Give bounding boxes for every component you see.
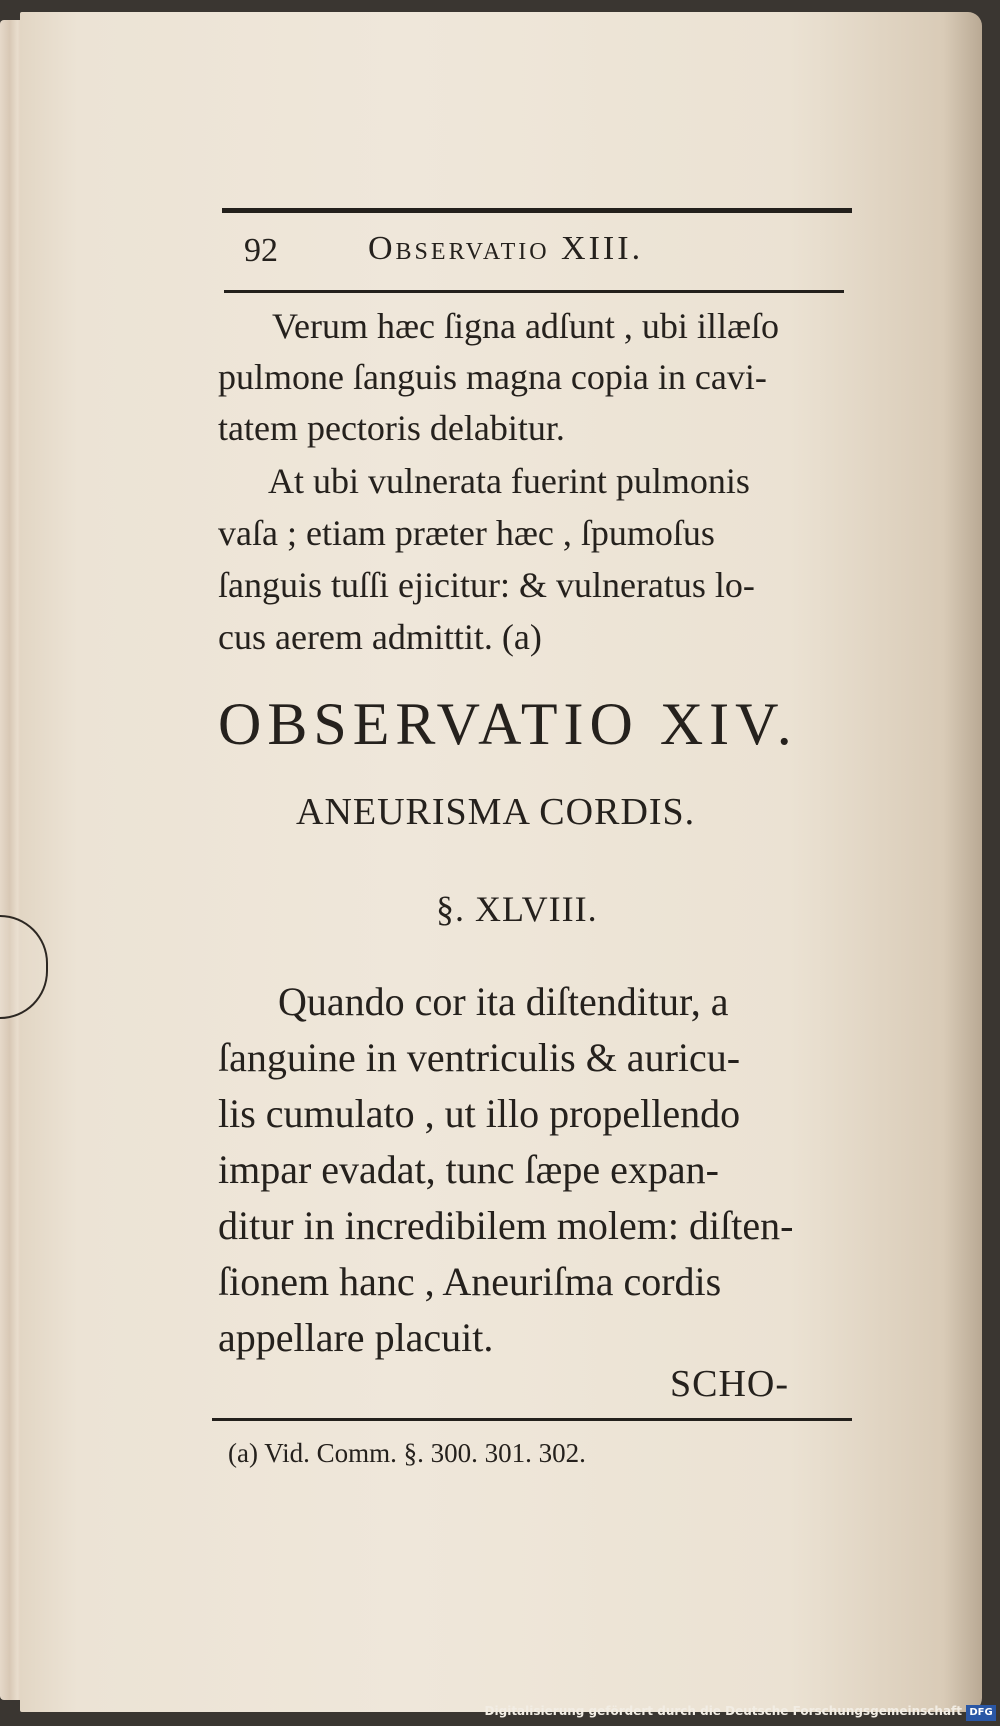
text-line: pulmone ſanguis magna copia in cavi- (218, 357, 767, 397)
text-line: tatem pectoris delabitur. (218, 408, 565, 448)
text-line: ſionem hanc , Aneuriſma cordis (218, 1259, 722, 1304)
observation-title: OBSERVATIO XIV. (218, 691, 798, 757)
text-line: At ubi vulnerata fuerint pulmonis (268, 461, 750, 501)
digitization-notice: Digitalisierung gefördert durch die Deutsche Forschungsgemeinschaft (484, 1704, 962, 1718)
dfg-logo: DFG (966, 1705, 996, 1721)
footnote: (a) Vid. Comm. §. 300. 301. 302. (228, 1438, 586, 1468)
page-number: 92 (244, 232, 278, 269)
catchword: SCHO- (670, 1363, 790, 1405)
text-line: ditur in incredibilem molem: diſten- (218, 1203, 794, 1248)
running-title: Observatio XIII. (368, 230, 644, 267)
text-line: lis cumulato , ut illo propellendo (218, 1091, 741, 1136)
observation-subtitle: ANEURISMA CORDIS. (296, 791, 696, 833)
text-line: vaſa ; etiam præter hæc , ſpumoſus (218, 513, 715, 553)
text-line: appellare placuit. (218, 1315, 494, 1360)
text-line: cus aerem admittit. (a) (218, 617, 542, 657)
text-line: Verum hæc ſigna adſunt , ubi illæſo (272, 306, 779, 346)
section-mark: §. XLVIII. (436, 889, 598, 929)
text-line: Quando cor ita diſtenditur, a (278, 979, 729, 1024)
text-line: impar evadat, tunc ſæpe expan- (218, 1147, 719, 1192)
text-line: ſanguis tuſſi ejicitur: & vulneratus lo- (218, 565, 755, 605)
text-line: ſanguine in ventriculis & auricu- (218, 1035, 741, 1080)
